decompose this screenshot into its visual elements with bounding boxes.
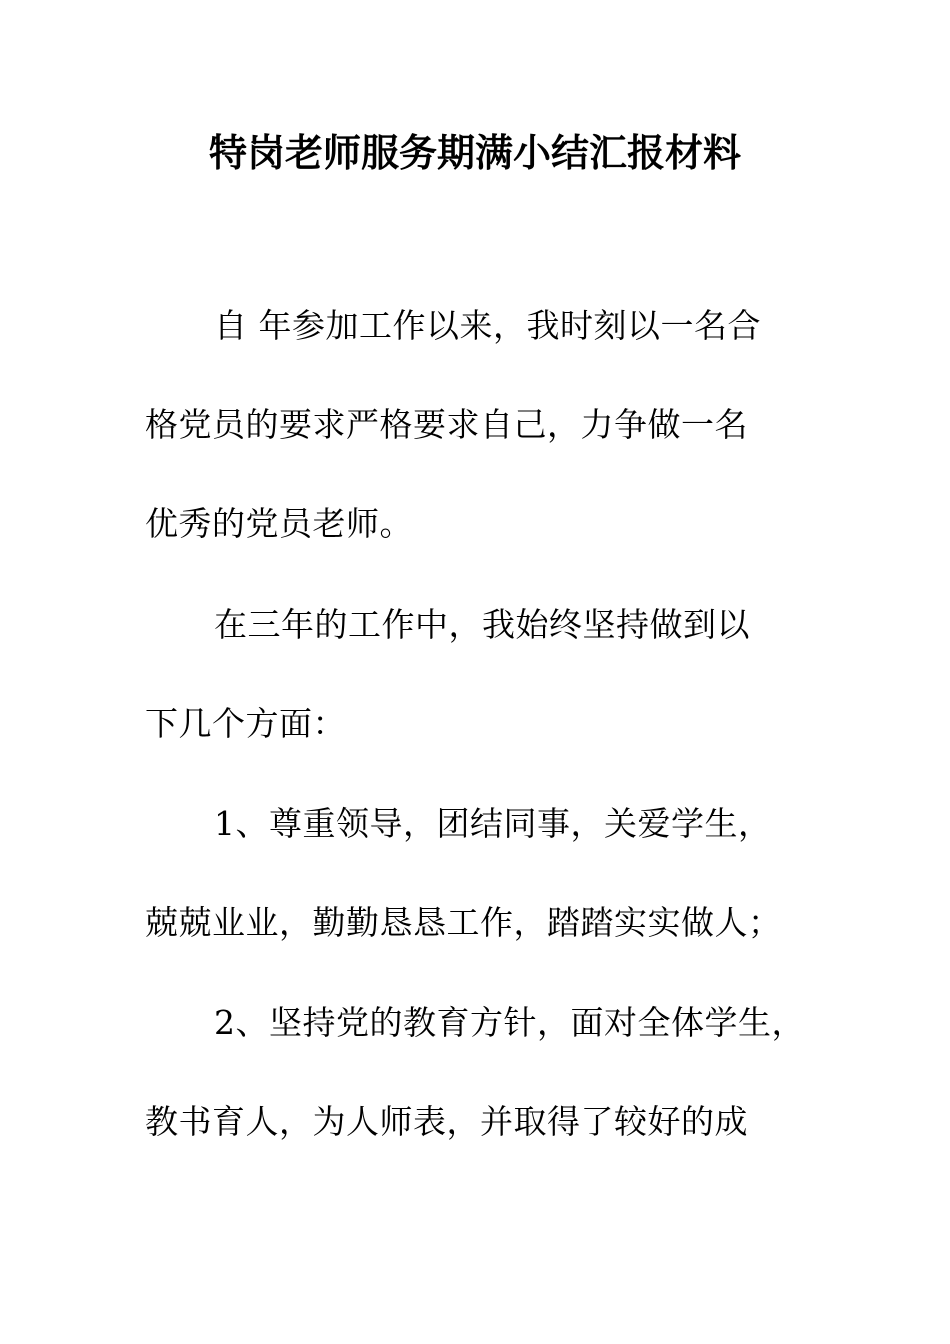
paragraph-line: 格党员的要求严格要求自己，力争做一名 — [145, 405, 748, 444]
paragraph-line: 自 年参加工作以来，我时刻以一名合 — [214, 306, 761, 345]
paragraph-line: 在三年的工作中，我始终坚持做到以 — [214, 605, 750, 644]
paragraph-line: 兢兢业业，勤勤恳恳工作，踏踏实实做人； — [145, 903, 782, 942]
paragraph-line: 2、坚持党的教育方针，面对全体学生， — [214, 1003, 805, 1042]
paragraph-line: 优秀的党员老师。 — [145, 504, 413, 543]
paragraph-line: 教书育人，为人师表，并取得了较好的成 — [145, 1102, 748, 1141]
paragraph-line: 下几个方面： — [145, 704, 346, 743]
document-title: 特岗老师服务期满小结汇报材料 — [208, 130, 741, 175]
paragraph-line: 1、尊重领导，团结同事，关爱学生， — [214, 804, 772, 843]
